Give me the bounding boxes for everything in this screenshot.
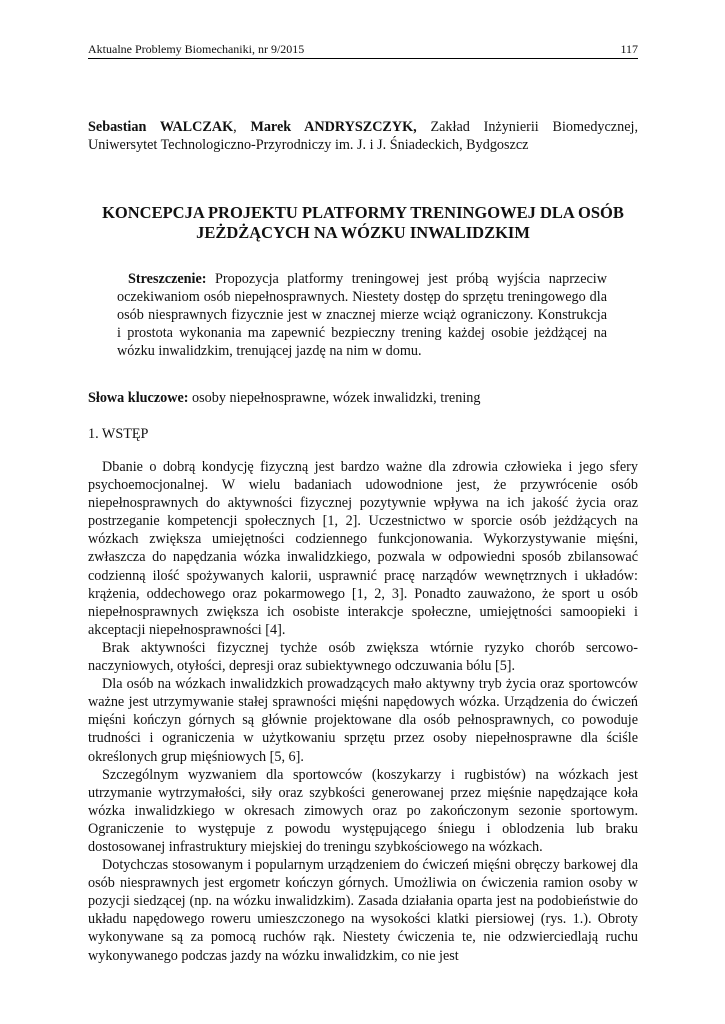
keywords [88, 390, 638, 407]
paragraph: Dotychczas stosowanym i popularnym urządzeniem do ćwiczeń mięśni obręczy barkowej dla osób niesprawnych jest ergometr kończyn górnych. Umożliwia on ćwiczenia ramion osoby w pozycji siedzącej (np. na wózku inwalidzkim). Zasada działania oparta jest na podobieństwie do układu napędowego roweru umieszczonego na wysokości klatki piersiowej (rys. 1.). Obroty wykonywane są za pomocą ruchów rąk. Niestety ćwiczenia te, nie odzwierciedlają ruchu wykonywanego podczas jazdy na wózku inwalidzkim, co nie jest [88, 857, 638, 964]
abstract-label: Streszczenie: [128, 271, 207, 287]
body-text [88, 458, 638, 965]
abstract [117, 270, 607, 360]
title-line-2: JEŻDŻĄCYCH NA WÓZKU INWALIDZKIM [196, 223, 530, 242]
page-number: 117 [620, 42, 638, 56]
keywords-text: osoby niepełnosprawne, wózek inwalidzki, trening [188, 390, 481, 406]
journal-name: Aktualne Problemy Biomechaniki, nr 9/2015 [88, 42, 305, 56]
keywords-label: Słowa kluczowe: [88, 390, 189, 406]
title-line-1: KONCEPCJA PROJEKTU PLATFORMY TRENINGOWEJ DLA OSÓB [102, 203, 624, 222]
paragraph: Dla osób na wózkach inwalidzkich prowadzących mało aktywny tryb życia oraz sportowców ważne jest utrzymywanie stałej sprawności mięśni napędowych wózka. Urządzenia do ćwiczeń mięśni kończyn górnych są głównie projektowane dla osób pełnosprawnych, co powoduje trudności i ograniczenia w użytkowaniu sprzętu przez osoby niepełnosprawne dla ściśle określonych grup mięśniowych [5, 6]. [88, 676, 638, 765]
author-separator: , [233, 119, 251, 135]
paragraph: Dbanie o dobrą kondycję fizyczną jest bardzo ważne dla zdrowia człowieka i jego sfery psychoemocjonalnej. W wielu badaniach udowodnione jest, że przywrócenie osób niepełnosprawnych do aktywności fizycznej pozytywnie wpływa na ich jakość życia oraz postrzeganie kompetencji społecznych [1, 2]. Uczestnictwo w sporcie osób jeżdżących na wózkach zwiększa umiejętności codziennego funkcjonowania. Wykorzystywanie mięśni, zwłaszcza do napędzania wózka inwalidzkiego, pozwala w odpowiedni sposób zbilansować codzienną ilość spożywanych kalorii, usprawnić pracę narządów wewnętrznych i układów: krążenia, oddechowego oraz pokarmowego [1, 2, 3]. Ponadto zauważono, że sport u osób niepełnosprawnych zwiększa ich osobiste interakcje społeczne, umiejętności samoopieki i akceptacji niepełnosprawności [4]. [88, 459, 638, 638]
author-block [88, 118, 638, 154]
section-heading: 1. WSTĘP [88, 426, 149, 442]
author-2: Marek ANDRYSZCZYK, [250, 119, 417, 135]
paragraph: Brak aktywności fizycznej tychże osób zwiększa wtórnie ryzyko chorób sercowo-naczyniowych, otyłości, depresji oraz subiektywnego odczuwania bólu [5]. [88, 639, 638, 675]
abstract-text: Propozycja platformy treningowej jest próbą wyjścia naprzeciw oczekiwaniom osób niepełnosprawnych. Niestety dostęp do sprzętu treningowego dla osób niesprawnych fizycznie jest w znacznej mierze wciąż ograniczony. Konstrukcja i prostota wykonania ma zapewnić bezpieczny trening każdej osobie jeżdżącej na wózku inwalidzkim, trenującej jazdę na nim w domu. [117, 271, 607, 359]
affiliation: Zakład Inżynierii Biomedycznej, Uniwersytet Technologiczno-Przyrodniczy im. J. i J. Śniadeckich, Bydgoszcz [88, 119, 638, 153]
author-1: Sebastian WALCZAK [88, 119, 234, 135]
paper-title [88, 203, 638, 243]
running-header [88, 40, 638, 59]
paragraph: Szczególnym wyzwaniem dla sportowców (koszykarzy i rugbistów) na wózkach jest utrzymanie wytrzymałości, siły oraz szybkości generowanej przez mięśnie napędzające koła wózka inwalidzkiego w okresach zimowych oraz po zakończonym sezonie sportowym. Ograniczenie to występuje z powodu występującego śniegu i oblodzenia lub braku dostosowanej infrastruktury miejskiej do treningu szybkościowego na wózkach. [88, 766, 638, 855]
